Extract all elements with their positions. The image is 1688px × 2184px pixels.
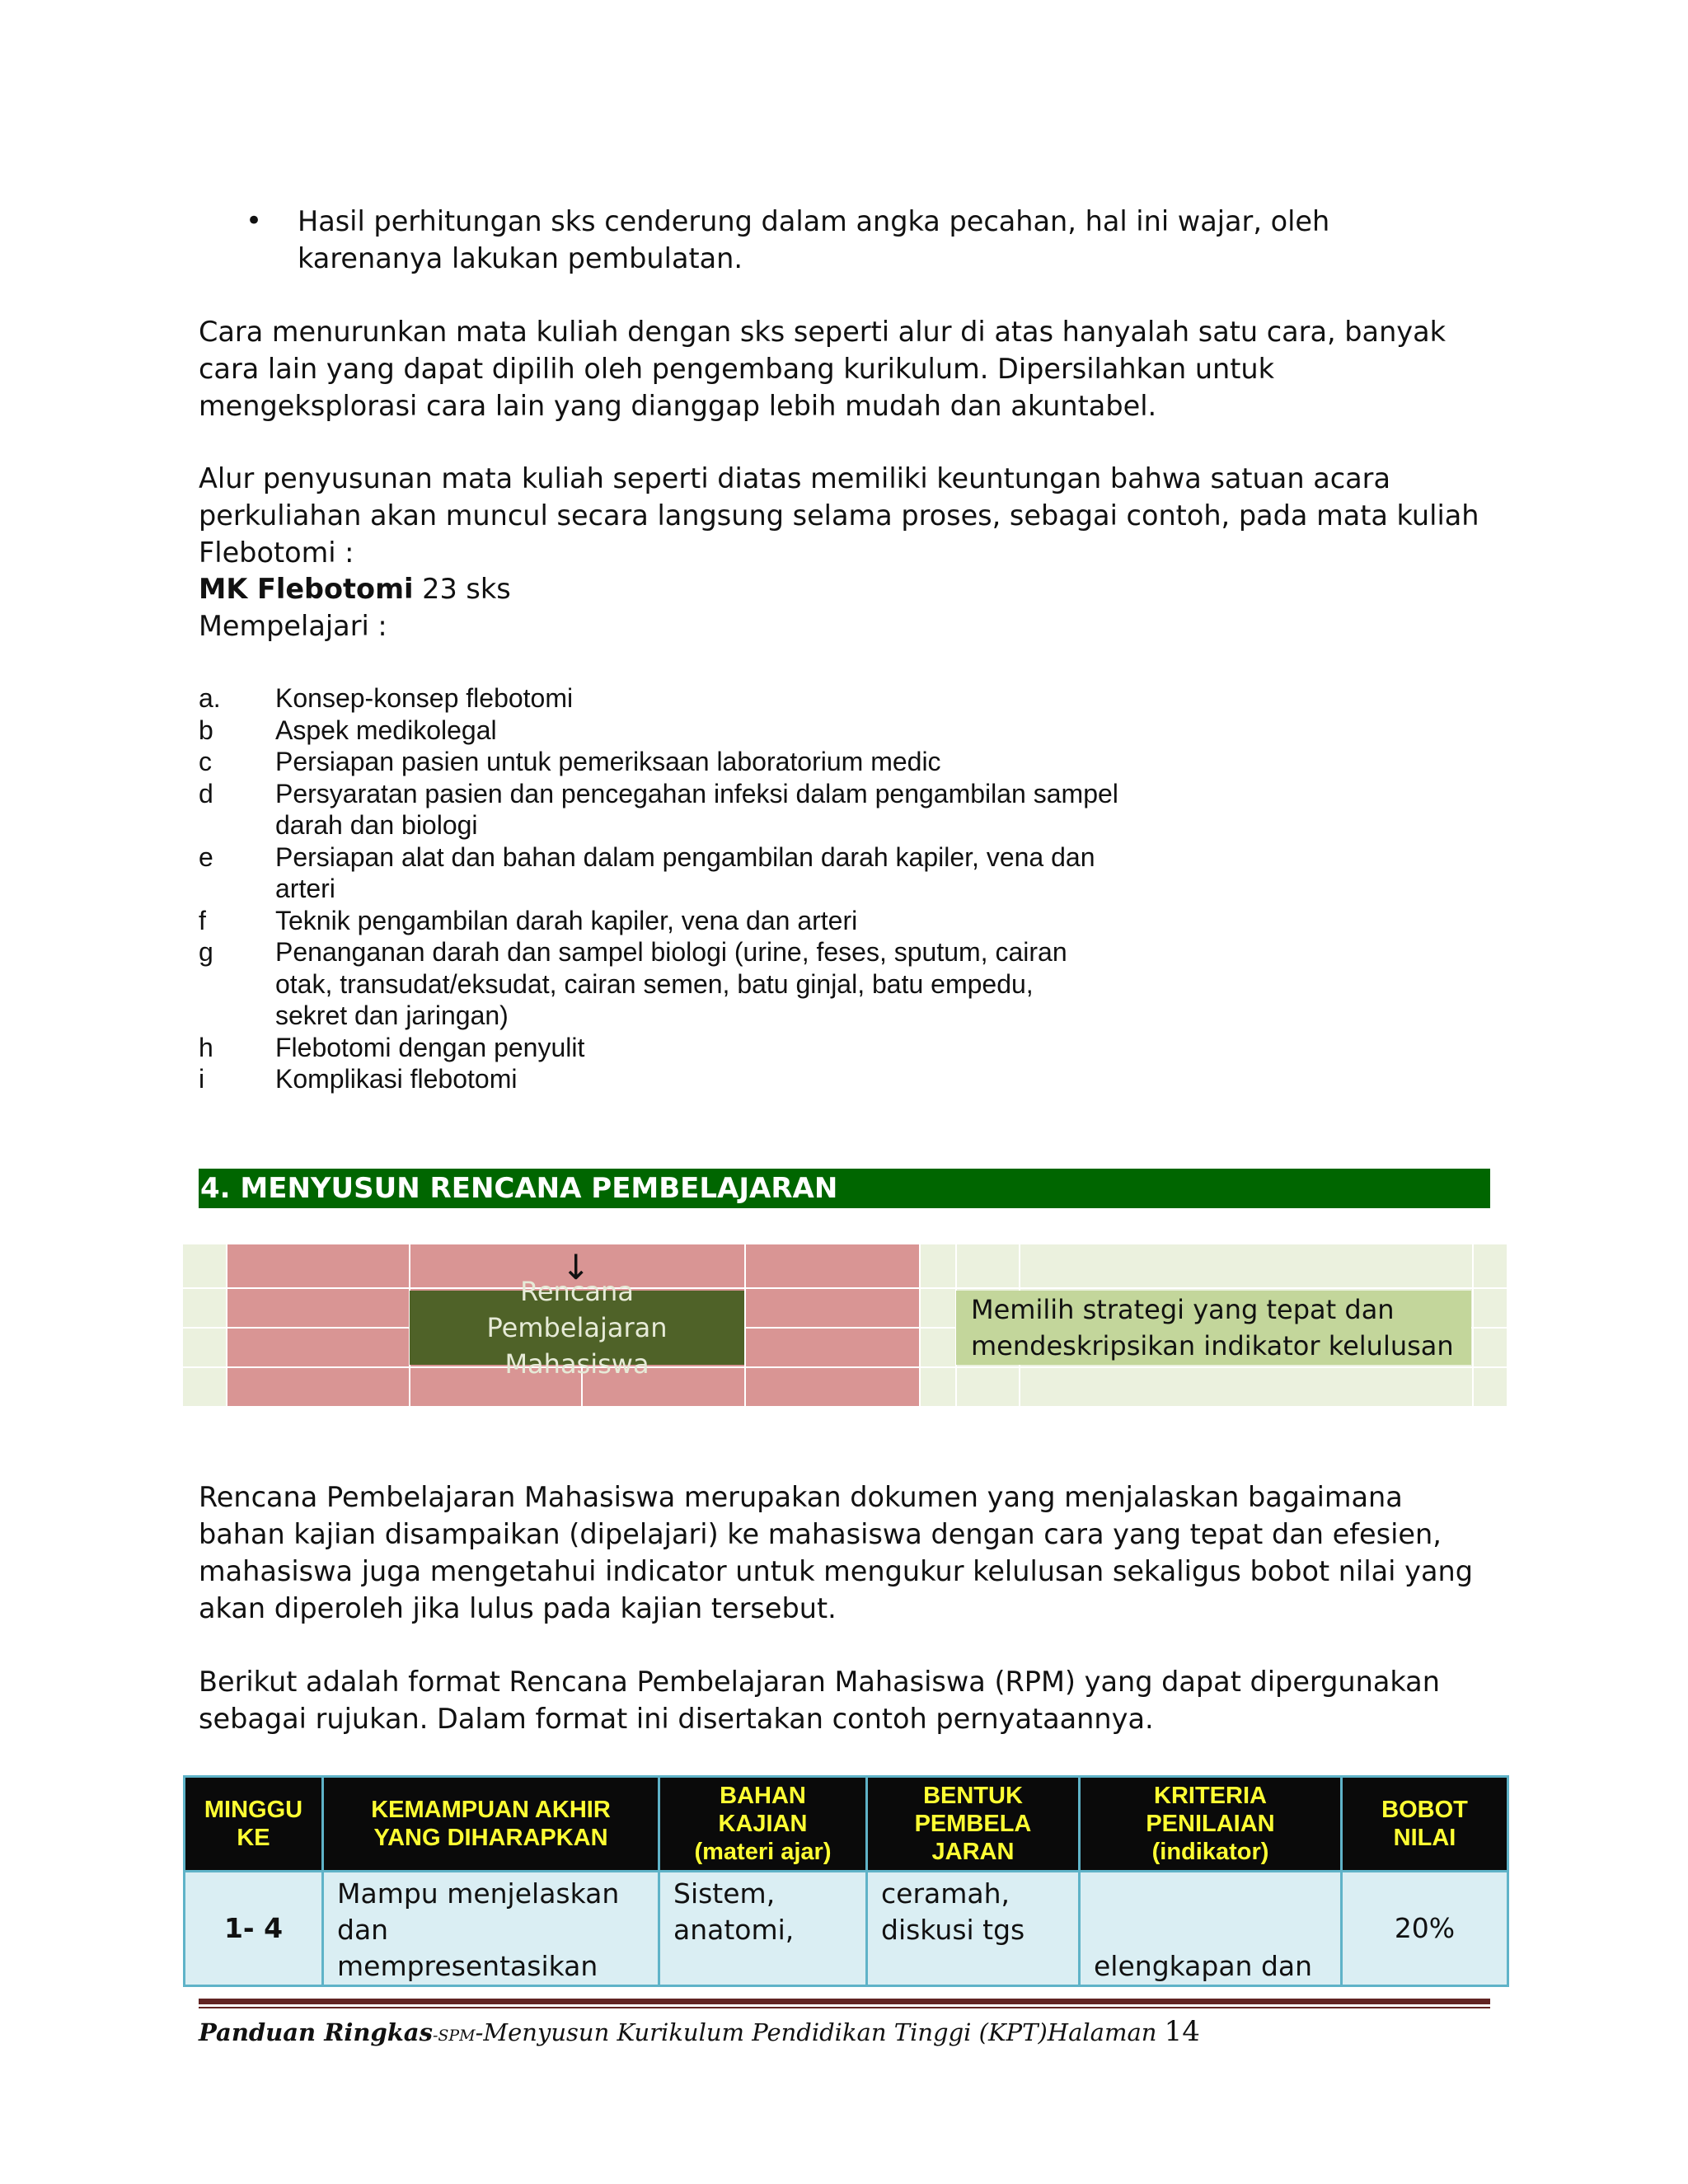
- list-item: e Persiapan alat dan bahan dalam pengambilan darah kapiler, vena dan arteri: [199, 841, 1095, 903]
- paragraph-rpm-definition: Rencana Pembelajaran Mahasiswa merupakan dokumen yang menjalaskan bagaimana bahan kajian disampaikan (dipelajari) ke mahasiswa dengan cara yang tepat dan efesien, mahasiswa juga mengetahui indicator untuk mengukur kelulusan sekaligus bobot nilai yang akan diperoleh jika lulus pada kajian tersebut.: [199, 1481, 1473, 1624]
- grid-divider: [226, 1244, 227, 1406]
- paragraph-alur-penyusunan: Alur penyusunan mata kuliah seperti diatas memiliki keuntungan bahwa satuan acara perkuliahan akan muncul secara langsung selama proses, sebagai contoh, pada mata kuliah Flebotomi :: [199, 462, 1479, 569]
- table-cell: 20%: [1342, 1872, 1508, 1986]
- topic-list: [199, 682, 1188, 1095]
- flow-box-rpm: Rencana Pembelajaran Mahasiswa: [410, 1291, 744, 1365]
- list-item: g Penanganan darah dan sampel biologi (urine, feses, sputum, cairan otak, transudat/eksudat, cairan semen, batu ginjal, batu empedu, sekret dan jaringan): [199, 937, 1067, 1030]
- table-cell: ceramah, diskusi tgs: [867, 1872, 1080, 1986]
- grid-divider: [744, 1244, 746, 1406]
- rpm-table: [183, 1775, 1509, 1987]
- grid-divider: [183, 1366, 1507, 1368]
- table-header-cell: BENTUK PEMBELA JARAN: [867, 1777, 1080, 1872]
- section-heading: 4. MENYUSUN RENCANA PEMBELAJARAN: [199, 1169, 1490, 1208]
- footer-rule: [199, 1999, 1490, 2004]
- table-cell: 1- 4: [185, 1872, 323, 1986]
- paragraph-rpm-format: Berikut adalah format Rencana Pembelajaran Mahasiswa (RPM) yang dapat dipergunakan sebagai rujukan. Dalam format ini disertakan contoh pernyataannya.: [199, 1666, 1440, 1735]
- list-item: c Persiapan pasien untuk pemeriksaan laboratorium medic: [199, 747, 941, 776]
- list-item: d Persyaratan pasien dan pencegahan infeksi dalam pengambilan sampel darah dan biologi: [199, 778, 1118, 840]
- page-footer: Panduan Ringkas-SPM-Menyusun Kurikulum Pendidikan Tinggi (KPT)Halaman 14: [199, 2015, 1200, 2048]
- table-header-cell: BOBOT NILAI: [1342, 1777, 1508, 1872]
- bullet-icon: •: [246, 204, 263, 237]
- course-title: [199, 570, 1493, 607]
- table-header-cell: KEMAMPUAN AKHIR YANG DIHARAPKAN: [323, 1777, 659, 1872]
- paragraph-cara-menurunkan: Cara menurunkan mata kuliah dengan sks seperti alur di atas hanyalah satu cara, banyak cara lain yang dapat dipilih oleh pengembang kurikulum. Dipersilahkan untuk mengeksplorasi cara lain yang dianggap lebih mudah dan akuntabel.: [199, 316, 1447, 422]
- grid-divider: [919, 1244, 921, 1406]
- table-cell: Sistem, anatomi,: [659, 1872, 867, 1986]
- table-header-cell: MINGGU KE: [185, 1777, 323, 1872]
- flow-box-strategy: Memilih strategi yang tepat dan mendeskripsikan indikator kelulusan: [956, 1291, 1471, 1365]
- table-row: [185, 1872, 1508, 1986]
- course-name: MK Flebotomi: [199, 573, 414, 605]
- list-item: h Flebotomi dengan penyulit: [199, 1032, 585, 1062]
- course-subtitle: Mempelajari :: [199, 610, 387, 642]
- table-header-cell: KRITERIA PENILAIAN (indikator): [1080, 1777, 1342, 1872]
- course-credits: 23 sks: [422, 573, 511, 605]
- table-header-row: [185, 1777, 1508, 1872]
- list-item: b Aspek medikolegal: [199, 715, 497, 745]
- footer-rule: [199, 2007, 1490, 2008]
- table-cell: Mampu menjelaskan dan mempresentasikan: [323, 1872, 659, 1986]
- grid-divider: [183, 1287, 1507, 1289]
- list-item: a. Konsep-konsep flebotomi: [199, 683, 574, 713]
- arrow-down-icon: ↓: [561, 1247, 591, 1287]
- page-number: 14: [1164, 2015, 1200, 2048]
- table-cell: elengkapan dan: [1080, 1872, 1342, 1986]
- bullet-text: Hasil perhitungan sks cenderung dalam angka pecahan, hal ini wajar, oleh karenanya lakukan pembulatan.: [298, 205, 1330, 274]
- grid-divider: [1472, 1244, 1474, 1406]
- table-header-cell: BAHAN KAJIAN (materi ajar): [659, 1777, 867, 1872]
- list-item: i Komplikasi flebotomi: [199, 1064, 518, 1094]
- list-item: f Teknik pengambilan darah kapiler, vena dan arteri: [199, 905, 858, 935]
